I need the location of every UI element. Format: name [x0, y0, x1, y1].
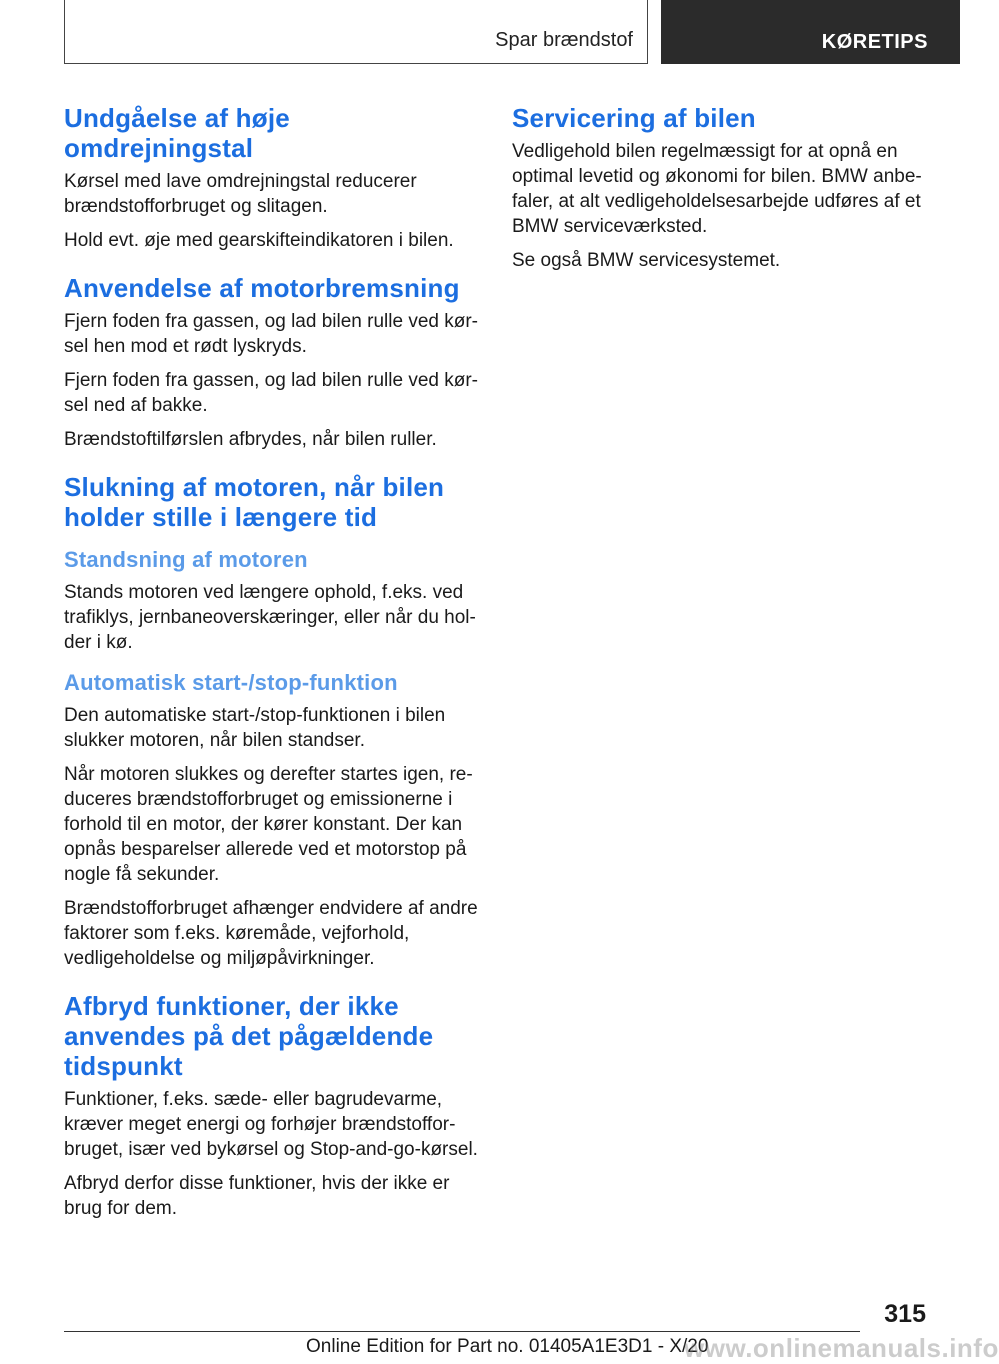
paragraph: Brændstoftilførslen afbrydes, når bilen ruller. — [64, 429, 437, 450]
subheading-auto-start-stop: Automatisk start-/stop-funktion — [64, 670, 398, 695]
footer-divider — [64, 1331, 860, 1332]
watermark: www.onlinemanuals.info — [684, 1333, 999, 1363]
paragraph: Når motoren slukkes og derefter startes igen, reduceres brændstofforbruget og emissionerne i forhold til en motor, der kører konstant. Der kan opnås besparelser allerede ved et motorstop på nogle få sekunder. — [64, 764, 473, 885]
paragraph: Fjern foden fra gassen, og lad bilen rulle ved kørsel ned af bakke. — [64, 370, 478, 416]
paragraph: Se også BMW servicesystemet. — [512, 250, 781, 271]
left-column — [64, 103, 478, 1230]
heading-engine-off: Slukning af motoren, når bilen holder stille i længere tid — [64, 472, 445, 532]
header-chapter-tab — [661, 0, 960, 64]
paragraph: Kørsel med lave omdrejningstal reducerer brændstofforbruget og slitagen. — [64, 171, 417, 217]
right-column — [512, 103, 926, 282]
paragraph: Vedligehold bilen regelmæssigt for at opnå en optimal levetid og økonomi for bilen. BMW anbefaler, at alt vedligeholdelsesarbejde udføres af et BMW serviceværksted. — [512, 141, 922, 237]
heading-servicing: Servicering af bilen — [512, 103, 756, 133]
paragraph: Stands motoren ved længere ophold, f.eks. ved trafiklys, jernbaneoverskæringer, eller når du holder i kø. — [64, 582, 476, 653]
heading-high-rpm: Undgåelse af høje omdrejningstal — [64, 103, 290, 163]
page-number: 315 — [884, 1300, 926, 1328]
paragraph: Funktioner, f.eks. sæde- eller bagrudevarme, kræver meget energi og forhøjer brændstofforbruget, især ved bykørsel og Stop-and-go-kørsel. — [64, 1089, 478, 1160]
header-section-box — [64, 0, 648, 64]
paragraph: Afbryd derfor disse funktioner, hvis der ikke er brug for dem. — [64, 1173, 450, 1219]
paragraph: Brændstofforbruget afhænger endvidere af andre faktorer som f.eks. køremåde, vejforhold, vedligeholdelse og miljøpåvirkninger. — [64, 898, 478, 969]
paragraph: Hold evt. øje med gearskifteindikatoren i bilen. — [64, 230, 454, 251]
header-chapter-title: KØRETIPS — [821, 31, 928, 53]
subheading-stop-engine: Standsning af motoren — [64, 547, 308, 572]
paragraph: Fjern foden fra gassen, og lad bilen rulle ved kørsel hen mod et rødt lyskryds. — [64, 311, 478, 357]
heading-switch-off-functions: Afbryd funktioner, der ikke anvendes på det pågældende tidspunkt — [64, 991, 434, 1081]
heading-engine-braking: Anvendelse af motorbremsning — [64, 273, 460, 303]
paragraph: Den automatiske start-/stop-funktionen i bilen slukker motoren, når bilen standser. — [64, 705, 446, 751]
header-section-title: Spar brændstof — [495, 29, 633, 51]
footer-edition: Online Edition for Part no. 01405A1E3D1 - X/20 — [306, 1336, 709, 1357]
